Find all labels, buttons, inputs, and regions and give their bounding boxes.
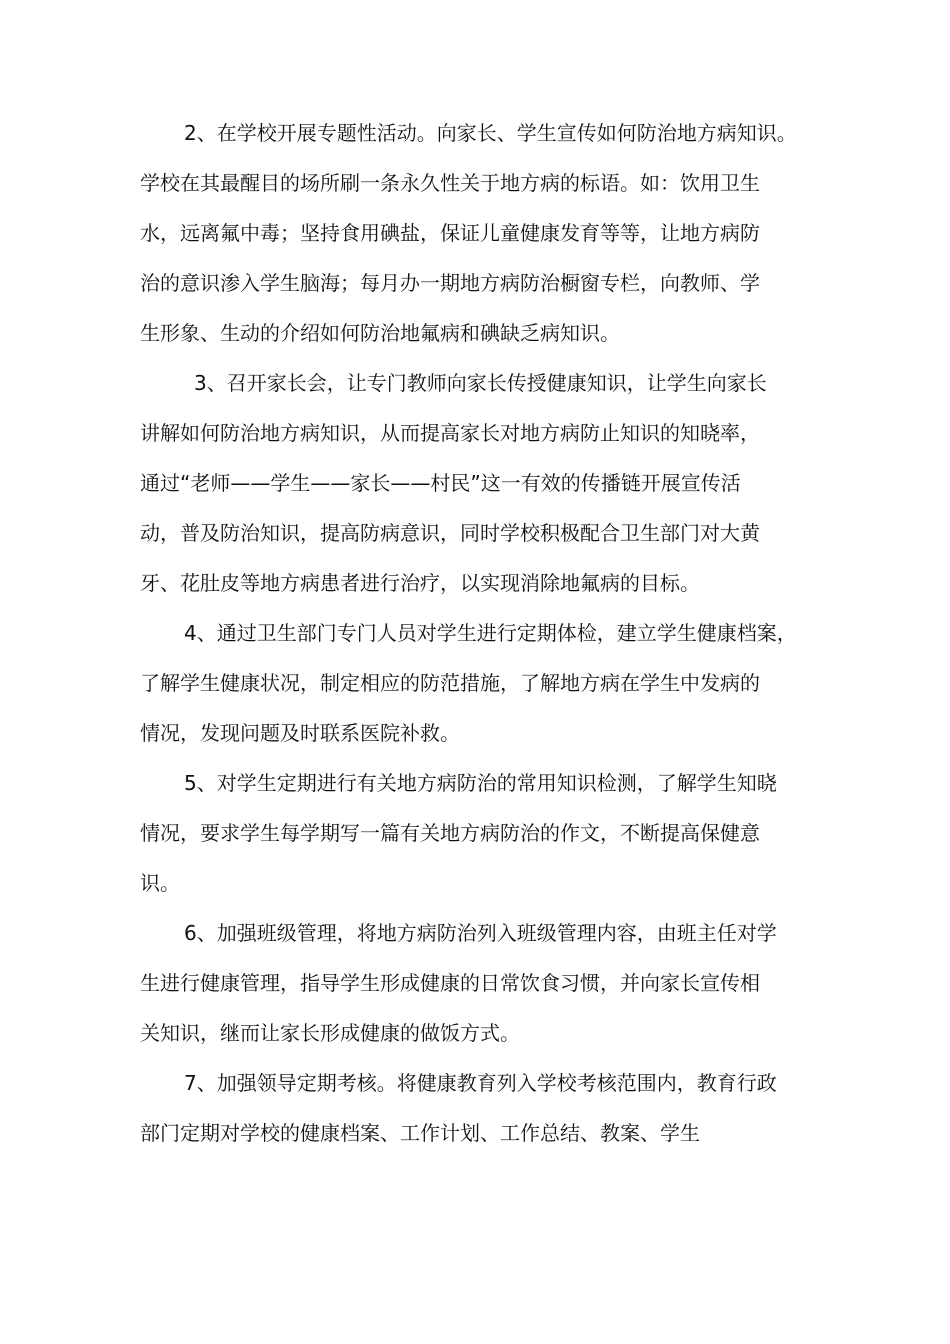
paragraph-line: 6、加强班级管理，将地方病防治列入班级管理内容，由班主任对学 bbox=[184, 921, 777, 945]
paragraph-line: 情况，要求学生每学期写一篇有关地方病防治的作文，不断提高保健意 bbox=[140, 821, 760, 845]
document-body bbox=[140, 108, 830, 1158]
paragraph-line: 通过“老师——学生——家长——村民”这一有效的传播链开展宣传活 bbox=[140, 471, 741, 495]
paragraph-line: 3、召开家长会，让专门教师向家长传授健康知识，让学生向家长 bbox=[194, 371, 767, 395]
paragraph-line: 牙、花肚皮等地方病患者进行治疗，以实现消除地氟病的目标。 bbox=[140, 571, 700, 595]
paragraph-line: 5、对学生定期进行有关地方病防治的常用知识检测，了解学生知晓 bbox=[184, 771, 777, 795]
paragraph-line: 关知识，继而让家长形成健康的做饭方式。 bbox=[140, 1021, 520, 1045]
paragraph-line: 生进行健康管理，指导学生形成健康的日常饮食习惯，并向家长宣传相 bbox=[140, 971, 760, 995]
paragraph-line: 生形象、生动的介绍如何防治地氟病和碘缺乏病知识。 bbox=[140, 321, 620, 345]
paragraph-5 bbox=[140, 758, 830, 908]
paragraph-6 bbox=[140, 908, 830, 1058]
paragraph-line: 动，普及防治知识，提高防病意识，同时学校积极配合卫生部门对大黄 bbox=[140, 521, 760, 545]
paragraph-7 bbox=[140, 1058, 830, 1158]
paragraph-line: 学校在其最醒目的场所刷一条永久性关于地方病的标语。如：饮用卫生 bbox=[140, 171, 760, 195]
paragraph-line: 7、加强领导定期考核。将健康教育列入学校考核范围内，教育行政 bbox=[184, 1071, 777, 1095]
paragraph-line: 水，远离氟中毒；坚持食用碘盐，保证儿童健康发育等等，让地方病防 bbox=[140, 221, 760, 245]
paragraph-line: 了解学生健康状况，制定相应的防范措施，了解地方病在学生中发病的 bbox=[140, 671, 760, 695]
paragraph-line: 2、在学校开展专题性活动。向家长、学生宣传如何防治地方病知识。 bbox=[184, 121, 797, 145]
paragraph-line: 部门定期对学校的健康档案、工作计划、工作总结、教案、学生 bbox=[140, 1121, 700, 1145]
paragraph-line: 治的意识渗入学生脑海；每月办一期地方病防治橱窗专栏，向教师、学 bbox=[140, 271, 760, 295]
paragraph-2 bbox=[140, 108, 830, 358]
paragraph-4 bbox=[140, 608, 830, 758]
paragraph-line: 识。 bbox=[140, 871, 180, 895]
paragraph-line: 讲解如何防治地方病知识，从而提高家长对地方病防止知识的知晓率， bbox=[140, 421, 760, 445]
paragraph-line: 情况，发现问题及时联系医院补救。 bbox=[140, 721, 460, 745]
paragraph-3 bbox=[140, 358, 830, 608]
paragraph-line: 4、通过卫生部门专门人员对学生进行定期体检，建立学生健康档案， bbox=[184, 621, 797, 645]
